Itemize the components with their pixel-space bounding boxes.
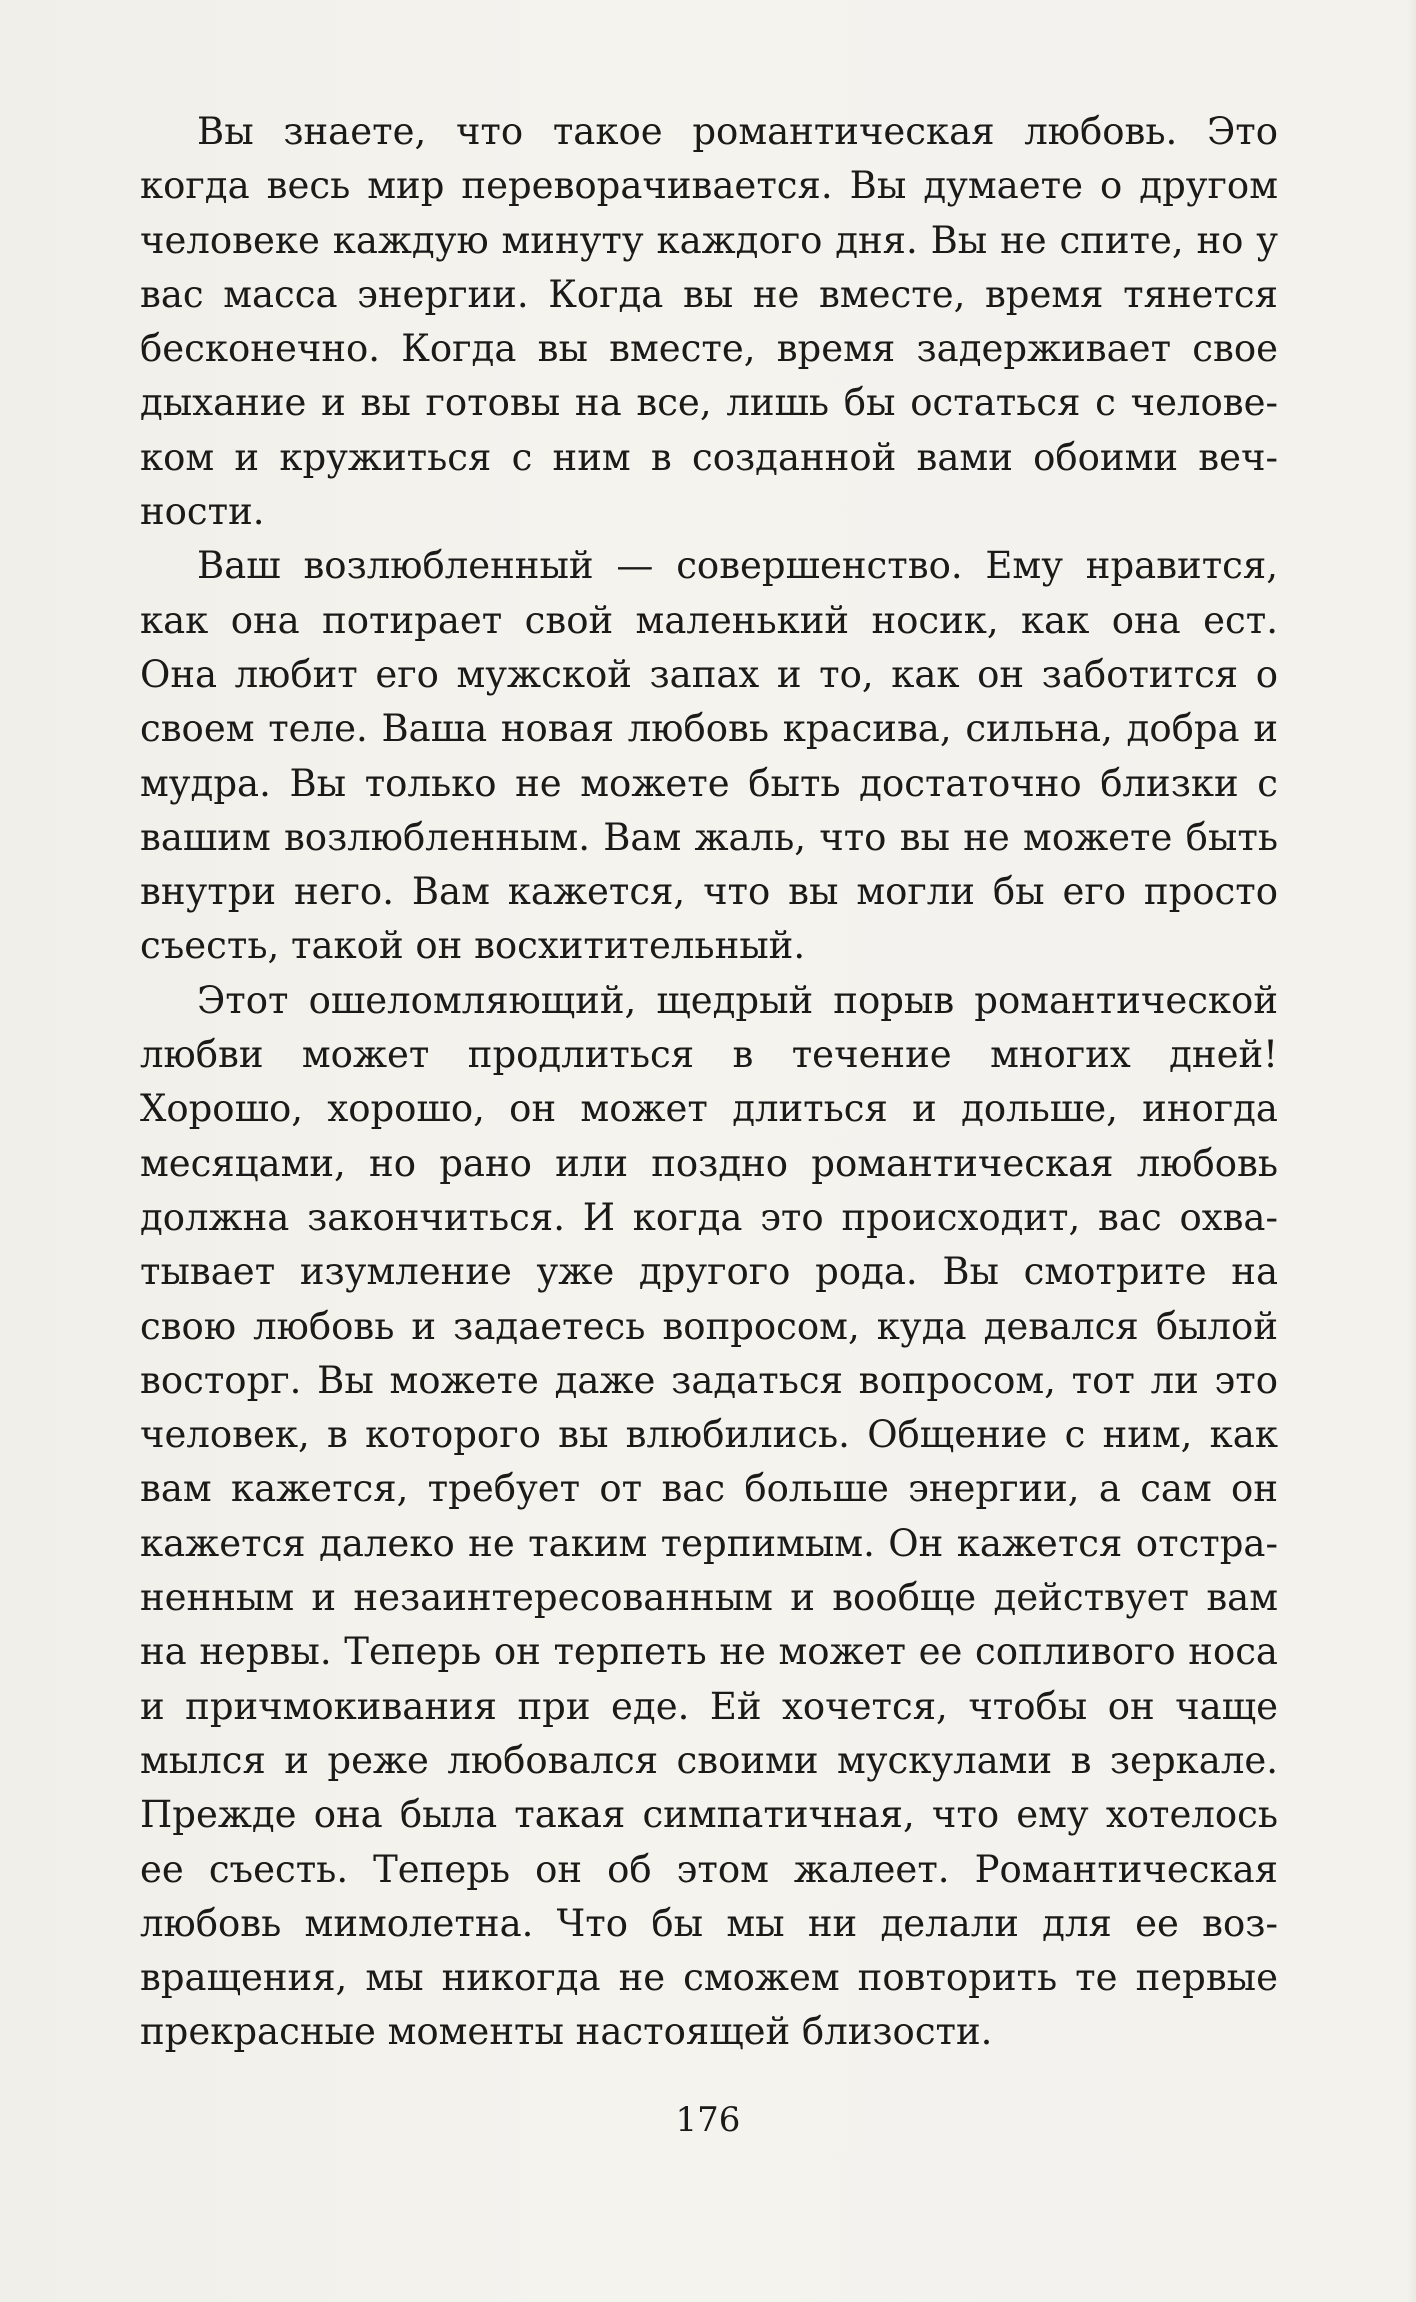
paragraph-1: Вы знаете, что такое романтическая любовь. Это когда весь мир переворачивается. Вы думаете о другом человеке каждую минуту каждого дня. Вы не спите, но у вас масса энергии. Когда вы не вместе, время тянется бесконечно. Когда вы вместе, время задерживает свое дыхание и вы готовы на все, лишь бы остаться с человеком и кружиться с ним в созданной вами обоими вечности. xyxy=(140,110,1278,534)
page-number: 176 xyxy=(675,2100,741,2140)
paragraph-3: Этот ошеломляющий, щедрый порыв романтической любви может продлиться в течение многих дней! Хорошо, хорошо, он может длиться и дольше, иногда месяцами, но рано или поздно романтическая любовь должна закончиться. И когда это происходит, вас охватывает изумление уже другого рода. Вы смотрите на свою любовь и задаетесь вопросом, куда девался былой восторг. Вы можете даже задаться вопросом, тот ли это человек, в которого вы влюбились. Общение с ним, как вам кажется, требует от вас больше энергии, а сам он кажется далеко не таким терпимым. Он кажется отстраненным и незаинтересованным и вообще действует вам на нервы. Теперь он терпеть не может ее сопливого носа и причмокивания при еде. Ей хочется, чтобы он чаще мылся и реже любовался своими мускулами в зеркале. Прежде она была такая симпатичная, что ему хотелось ее съесть. Теперь он об этом жалеет. Романтическая любовь мимолетна. Что бы мы ни делали для ее возвращения, мы никогда не сможем повторить те первые прекрасные моменты настоящей близости. xyxy=(140,978,1278,2054)
page-edge-shadow xyxy=(1406,0,1416,2302)
body-text xyxy=(140,105,1278,2060)
paragraph-2: Ваш возлюбленный — совершенство. Ему нравится, как она потирает свой маленький носик, как она ест. Она любит его мужской запах и то, как он заботится о своем теле. Ваша новая любовь красива, сильна, добра и мудра. Вы только не можете быть достаточно близки с вашим возлюбленным. Вам жаль, что вы не можете быть внутри него. Вам кажется, что вы могли бы его просто съесть, такой он восхитительный. xyxy=(140,544,1278,968)
